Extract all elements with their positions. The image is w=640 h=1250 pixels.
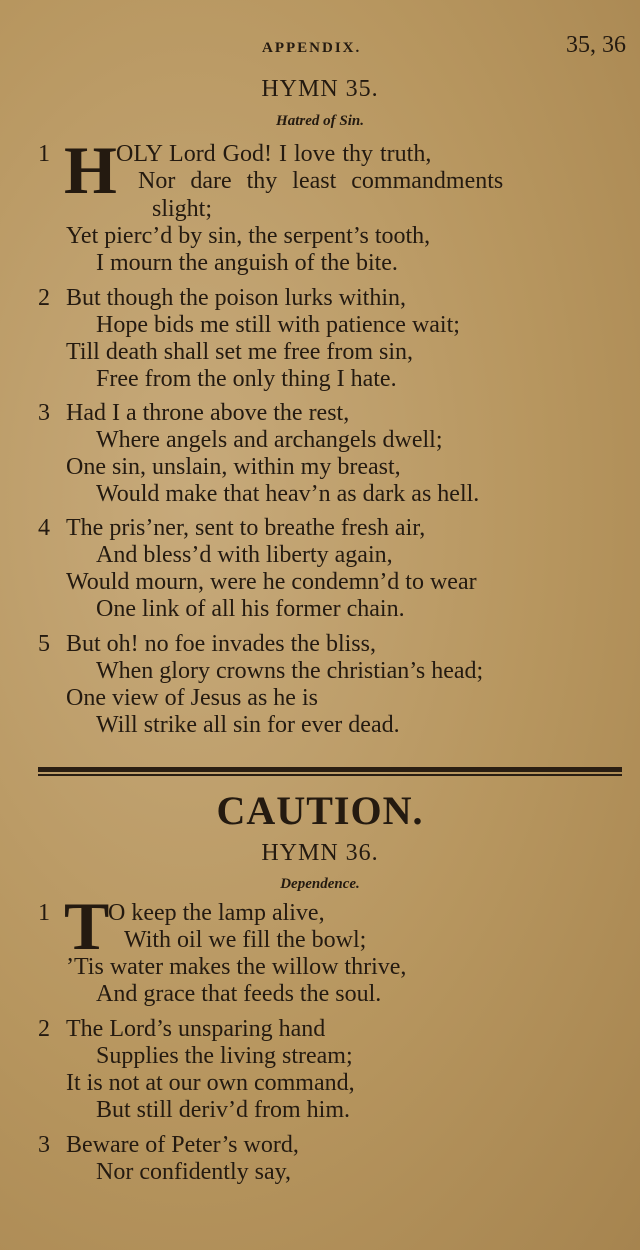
stanza-number: 2 bbox=[38, 1016, 50, 1042]
verse-line: With oil we fill the bowl; bbox=[124, 927, 367, 953]
verse-line: Nor confidently say, bbox=[96, 1159, 292, 1185]
drop-cap: T bbox=[64, 888, 110, 964]
section-divider bbox=[38, 767, 622, 772]
verse-line: Beware of Peter’s word, bbox=[66, 1132, 299, 1158]
verse-line: Had I a throne above the rest, bbox=[66, 400, 350, 426]
verse-line: The Lord’s unsparing hand bbox=[66, 1016, 326, 1042]
stanza-number: 4 bbox=[38, 515, 50, 541]
stanza-number: 5 bbox=[38, 631, 50, 657]
page-header bbox=[0, 32, 640, 66]
section-divider-thin bbox=[38, 774, 622, 776]
running-head: APPENDIX. bbox=[262, 40, 362, 56]
verse-line: One view of Jesus as he is bbox=[66, 685, 318, 711]
verse-line: When glory crowns the christian’s head; bbox=[96, 658, 484, 684]
verse-line: slight; bbox=[152, 196, 213, 222]
verse-line: Where angels and archangels dwell; bbox=[96, 427, 443, 453]
stanza-number: 3 bbox=[38, 400, 50, 426]
page-number: 35, 36 bbox=[566, 32, 626, 58]
verse-line: But though the poison lurks within, bbox=[66, 285, 407, 311]
verse-line: Nor dare thy least commandments bbox=[138, 168, 504, 194]
verse-line: One sin, unslain, within my breast, bbox=[66, 454, 401, 480]
verse-line: Hope bids me still with patience wait; bbox=[96, 312, 460, 338]
verse-line: But still deriv’d from him. bbox=[96, 1097, 350, 1123]
hymn-35-title: HYMN 35. bbox=[261, 76, 379, 102]
verse-line: Yet pierc’d by sin, the serpent’s tooth, bbox=[66, 223, 431, 249]
verse-line: Till death shall set me free from sin, bbox=[66, 339, 414, 365]
verse-line: Would mourn, were he condemn’d to wear bbox=[66, 569, 477, 595]
verse-line: OLY Lord God! I love thy truth, bbox=[116, 141, 432, 167]
verse-line: I mourn the anguish of the bite. bbox=[96, 250, 398, 276]
verse-line: Supplies the living stream; bbox=[96, 1043, 353, 1069]
stanza-number: 1 bbox=[38, 141, 50, 167]
verse-line: The pris’ner, sent to breathe fresh air, bbox=[66, 515, 426, 541]
verse-line: Free from the only thing I hate. bbox=[96, 366, 397, 392]
verse-line: But oh! no foe invades the bliss, bbox=[66, 631, 376, 657]
stanza-number: 3 bbox=[38, 1132, 50, 1158]
verse-line: One link of all his former chain. bbox=[96, 596, 405, 622]
verse-line: It is not at our own command, bbox=[66, 1070, 355, 1096]
stanza-number: 2 bbox=[38, 285, 50, 311]
stanza-number: 1 bbox=[38, 900, 50, 926]
hymn-35-subtitle: Hatred of Sin. bbox=[276, 113, 364, 129]
drop-cap: H bbox=[64, 132, 117, 208]
verse-line: Will strike all sin for ever dead. bbox=[96, 712, 400, 738]
hymn-36-subtitle: Dependence. bbox=[280, 876, 360, 892]
verse-line: ’Tis water makes the willow thrive, bbox=[66, 954, 407, 980]
verse-line: And bless’d with liberty again, bbox=[96, 542, 393, 568]
hymn-36-title: HYMN 36. bbox=[261, 840, 379, 866]
section-title: CAUTION. bbox=[216, 788, 424, 833]
verse-line: Would make that heav’n as dark as hell. bbox=[96, 481, 480, 507]
verse-line: And grace that feeds the soul. bbox=[96, 981, 382, 1007]
verse-line: O keep the lamp alive, bbox=[108, 900, 325, 926]
